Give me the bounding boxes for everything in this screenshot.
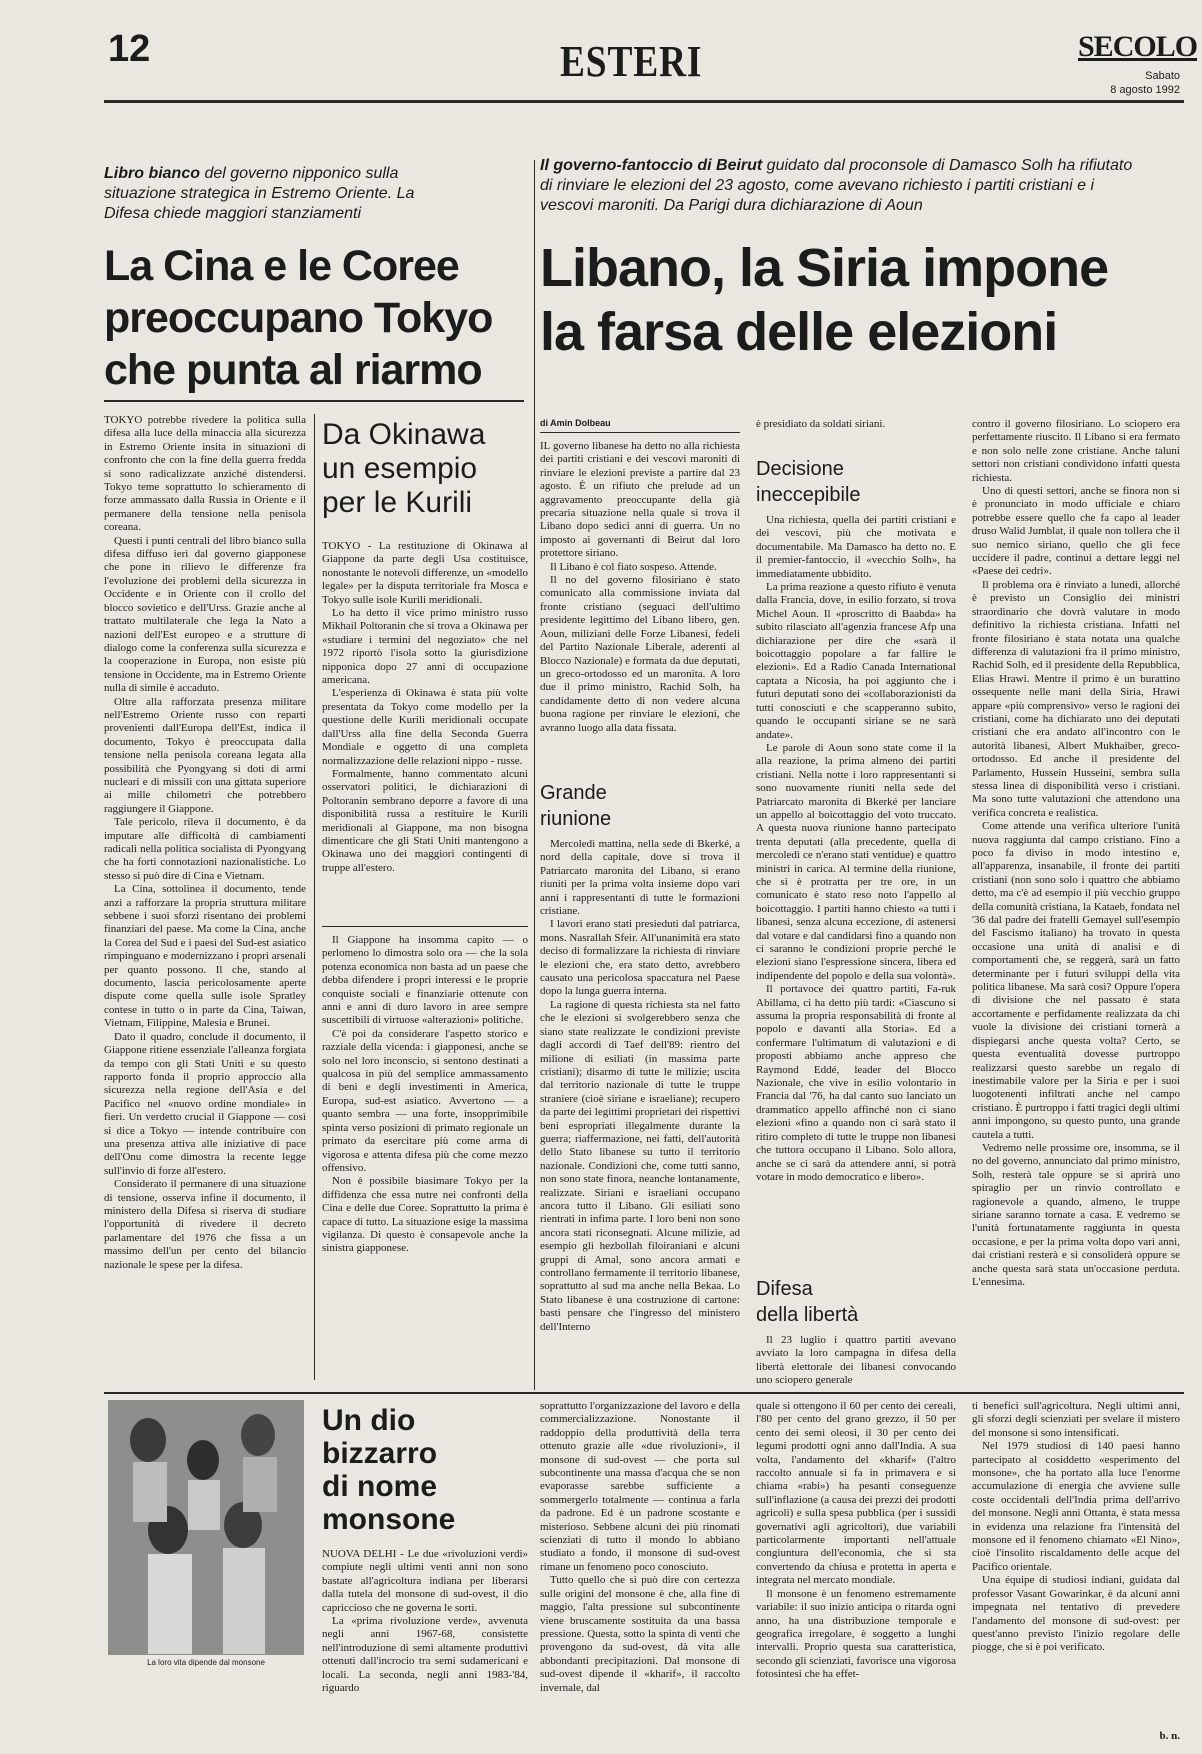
lebanon-paragraph: Il portavoce dei quattro partiti, Fa-ruk Abillama, ci ha detto più tardi: «Ciascuno si assuma la propria responsabilità di fronte al popolo e davanti alla Storia». Ed a confermare l'ultimatum di valutazioni e di proposti abbiamo anche appreso che Raymond Eddé, leader del Blocco Nazionale, che vive in esilio volontario in Francia dal '76, ha dal canto suo lanciato un drammatico appello affinché non ci siano elezioni «fino a quando non ci sarà stato il ritiro completo di tutte le truppe non libanesi che tuttora occupano il Libano. Solo allora, anche se ci sarà da attendere anni, si potrà votare in modo democratico e libero». <box>756 983 956 1183</box>
photo-children-illustration <box>108 1400 304 1655</box>
lebanon-byline-box <box>540 418 740 433</box>
lebanon-paragraph: Il Libano è col fiato sospeso. Attende. <box>550 560 717 573</box>
lebanon-paragraph: I lavori erano stati presieduti dal patriarca, mons. Nasrallah Sfeir. All'unanimità era stato deciso di formalizzare la richiesta di rinviare le elezioni che, era stato detto, avrebbero causato una pericolosa spaccatura nel Paese dopo la lunga guerra interna. <box>540 918 740 998</box>
lebanon-paragraph: Come attende una verifica ulteriore l'unità nuova raggiunta dal campo cristiano. Fino a poco fa diviso in modo intestino e, all'apparenza, insanabile, il fronte dei partiti cristiani (non sono solo i quattro che abbiamo detto, ma c'è ad esempio il più vecchio gruppo della comunità cristiana, la Kataeb, fondata nel '36 dal padre dei fratelli Gemayel sull'esempio del Fascismo italiano) ha trovato in questa occasione una unità di analisi e di comportamenti che, se reggerà, sarà un fatto determinante per i futuri sviluppi della vita politica libanese. Ma sarà così? Oppure l'opera di divisione che nel passato è stata accortamente e perfidamente realizzata da chi vuole la divisione dei cristiani tornerà a dispiegarsi anche questa volta? Certo, se questa eventualità dovesse purtroppo realizzarsi questo sarebbe un regalo di inestimabile valore per la Siria e per i suoi luogotenenti infiltrati anche nel campo cristiano. È purtroppo i fatti tragici degli ultimi anni impongono, su questo punto, una grande cautela a tutti. <box>972 820 1180 1141</box>
lebanon-paragraph: Mercoledì mattina, nella sede di Bkerké, a nord della capitale, dove si trova il Patriarcato maronita del Libano, si erano riuniti per la prima volta insieme dopo vari anni i rappresentanti di tutte le formazioni cristiane. <box>540 838 740 918</box>
okinawa-headline <box>322 418 532 520</box>
monsoon-col1 <box>540 1400 740 1744</box>
newspaper-logo: SECOLO <box>1078 30 1198 63</box>
section-title: ESTERI <box>560 37 703 86</box>
lebanon-headline <box>540 236 1180 364</box>
monsoon-headline-line: Un dio <box>322 1404 416 1437</box>
monsoon-paragraph: ti benefici sull'agricoltura. Negli ultimi anni, gli sforzi degli scienziati per svelare il mistero del monsone si sono intensificati. <box>972 1400 1180 1439</box>
japan-headline <box>104 240 524 396</box>
okinawa-paragraph: Lo ha detto il vice primo ministro russo Mikhail Poltoranin che si trova a Okinawa per «studiare i termini del negoziato» che nel 1972 riportò l'isola sotto la giurisdizione nipponica dopo 27 anni di occupazione americana. <box>322 607 528 687</box>
japan-paragraph: La Cina, sottolinea il documento, tende anzi a rafforzare la propria struttura militare sebbene i suoi sforzi risentano dei problemi finanziari del paese. Ma come la Cina, anche la Corea del Sud e i paesi del Sud-est asiatico rimpinguano e modernizzano i propri arsenali per quanto possono. Il che, stando al documento, lascia pericolosamente aperte dispute come quella sulle isole Spratley contese in tutto o in parte da Cina, Taiwan, Vietnam, Filippine, Malesia e Brunei. <box>104 883 306 1030</box>
subhead-line: Difesa <box>756 1278 813 1300</box>
lebanon-paragraph: IL governo libanese ha detto no alla richiesta dei partiti cristiani e dei vescovi maroniti di rinviare le elezioni previste a partire dal 23 agosto. È un rifiuto che prelude ad un aggravamento preoccupante della già precaria situazione nella quale si trova il Libano dopo sedici anni di guerra. Un no imposto ai governanti di Beirut dal loro protettore siriano. <box>540 440 740 560</box>
japan-cont-paragraph: Non è possibile biasimare Tokyo per la diffidenza che essa nutre nei confronti della Cina e delle due Coree. Soprattutto la prima è capace di tutto. La situazione esige la massima vigilanza. Di questo è consapevole anche la sinistra giapponese. <box>322 1175 528 1255</box>
japan-paragraph: Tale pericolo, rileva il documento, è da imputare alle difficoltà di cambiamenti radicali nella politica socialista di Pyongyang che ha forti connotazioni nazionalistiche. Lo stesso si può dire di Cina e Vietnam. <box>104 816 306 882</box>
okinawa-headline-line: un esempio <box>322 452 478 485</box>
lebanon-col2 <box>756 418 956 438</box>
subhead-line: ineccepibile <box>756 484 861 506</box>
okinawa-body <box>322 540 528 920</box>
okinawa-headline-line: Da Okinawa <box>322 418 486 451</box>
japan-paragraph: Considerato il permanere di una situazione di tensione, osserva infine il documento, il ministero della Difesa si riserva di studiare l'opportunità di rivedere il decreto parlamentare del 1976 che fissa a un massimo dell'un per cento del bilancio nazionale le spese per la difesa. <box>104 1178 306 1271</box>
subhead-line: della libertà <box>756 1304 859 1326</box>
issue-date: 8 agosto 1992 <box>1110 84 1180 96</box>
monsoon-signoff: b. n. <box>1159 1730 1180 1742</box>
lebanon-paragraph: contro il governo filosiriano. Lo sciopero era perfettamente riuscito. Il Libano si era fermato e non solo nelle zone cristiane. Anche taluni settori non cristiani condividono infatti questa richiesta. <box>972 418 1180 484</box>
japan-paragraph: Oltre alla rafforzata presenza militare nell'Estremo Oriente russo con reparti provenienti dall'Europa dell'Est, indica il documento, Tokyo è preoccupata dalla tensione nella penisola coreana legata alla possibilità che Pyongyang si doti di armi nucleari e di missili con una gittata superiore ai mille chilometri che potrebbero raggiungere il Giappone. <box>104 695 306 815</box>
lebanon-paragraph: Uno di questi settori, anche se finora non si è pronunciato in modo ufficiale e chiaro potrebbe essere quello che fa capo al leader druso Walid Jumblat, il quale non tollera che il suo nemico siriano, quello che gli fece uccidere il padre, continui a dettare leggi nel «Paese dei cedri». <box>972 485 1180 578</box>
monsoon-paragraph: Nel 1979 studiosi di 140 paesi hanno partecipato al cosiddetto «esperimento del monsone», che ha portato alla luce l'enorme accumulazione di energia che avviene sulle coste occidentali dell'India prima dell'arrivo del monsone. Negli anni Ottanta, è stata messa in evidenza una relazione fra l'intensità del monsone ed il fenomeno chiamato «El Nino», cioè l'insolito riscaldamento delle acque del Pacifico orientale. <box>972 1440 1180 1573</box>
page-number: 12 <box>108 28 151 70</box>
section-rule <box>104 1392 1184 1394</box>
lebanon-paragraph: Il no del governo filosiriano è stato comunicato alla commissione inviata dal fronte cristiano (seguaci dell'ultimo presidente legittimo del Libano libero, gen. Aoun, miliziani delle Forze Libanesi, fedeli del Partito Nazionale Liberale, aderenti al Blocco Nazionale) e formata da due deputati, un greco-ortodosso ed un maronita. A loro due il primo ministro, Rachid Solh, ha candidamente detto di non vedere alcuna buona ragione per rinviare le elezioni, che avranno luogo alla data fissata. <box>540 574 740 734</box>
subhead-line: Grande <box>540 782 607 804</box>
issue-weekday: Sabato <box>1145 70 1180 82</box>
subhead-line: riunione <box>540 808 612 830</box>
japan-headline-line: La Cina e le Coree <box>104 242 459 290</box>
lebanon-kicker-text: guidato dal proconsole di Damasco Solh ha rifiutato di rinviare le elezioni del 23 agosto, come avevano richiesto i partiti cristiani e i vescovi maroniti. Da Parigi dura dichiarazione di Aoun <box>540 157 1133 214</box>
japan-body-cont <box>322 934 528 1380</box>
lebanon-paragraph: Le parole di Aoun sono state come il la alla reazione, la prima almeno dei partiti cristiani. Nella notte i loro rappresentanti si sono nuovamente riuniti nella sede del Patriarcato maronita di Bkerké per lanciare un appello al boicottaggio del voto truccato. A questa nuova riunione hanno partecipato trenta deputati (alla precedente, quella di mercoledì ce n'erano stati ventidue) e quattro ministri in carica. Al termine della riunione, che si è protratta per tre ore, in un comunicato è stato reso noto l'appello al boicottaggio. I partiti hanno chiesto «a tutti i libanesi, senza alcuna eccezione, di astenersi dal votare e dal candidarsi fino a quando non ci saranno le condizioni proprie perché le elezioni siano l'espressione sincera, libera ed indipendente del popolo e della sua volontà». <box>756 741 956 982</box>
japan-headline-rule <box>104 400 524 402</box>
lebanon-col1 <box>540 440 740 774</box>
lebanon-kicker-bold: Il governo-fantoccio di Beirut <box>540 157 763 174</box>
monsoon-headline <box>322 1404 532 1536</box>
monsoon-paragraph: Una équipe di studiosi indiani, guidata dal professor Vasant Gowarinkar, è da alcuni anni impegnata nel tentativo di prevedere l'andamento del monsone di sud-ovest: per quest'anno previsto l'inizio regolare delle piogge, che si è poi verificato. <box>972 1574 1180 1654</box>
okinawa-paragraph: TOKYO - La restituzione di Okinawa al Giappone da parte degli Usa costituisce, nonostante le notevoli differenze, un «modello legale» per la disputa territoriale fra Mosca e Tokyo sulle isole Kurili meridionali. <box>322 540 528 606</box>
subhead-line: Decisione <box>756 458 844 480</box>
monsoon-headline-line: bizzarro <box>322 1437 438 1470</box>
okinawa-paragraph: Formalmente, hanno commentato alcuni osservatori politici, le dichiarazioni di Poltoranin sembrano deporre a favore di una disponibilità russa a restituire le Kurili meridionali al Giappone, ma non bisogna dimenticare che gli Stati Uniti mantengono a Okinawa uno dei maggiori contingenti di truppe all'estero. <box>322 767 528 874</box>
japan-paragraph: Dato il quadro, conclude il documento, il Giappone ritiene essenziale l'alleanza forgiata da tempo con gli Stati Uniti e su questo rapporto fonda il proprio approccio alla sicurezza nella regione dell'Asia e del Pacifico nel «nuovo ordine mondiale» in fieri. Un verdetto crucial il Giappone — così si dice a Tokyo — intende contribuire con una presenza attiva alle iniziative di pace dell'Onu come dimostra la recente legge sull'invio di forze all'estero. <box>104 1030 306 1177</box>
monsoon-photo <box>108 1400 304 1655</box>
japan-headline-line: preoccupano Tokyo <box>104 294 493 342</box>
monsoon-col2 <box>756 1400 956 1744</box>
lebanon-paragraph: La ragione di questa richiesta sta nel fatto che le elezioni si svolgerebbero senza che siano state realizzate le condizioni previste dagli accordi di Taef dell'89: rientro del milione di esiliati (in massima parte cristiani); disarmo di tutte le milizie; uscita dal territorio nazionale di tutte le truppe straniere (cioè siriane e israeliane); recupero da parte dei legittimi proprietari dei rispettivi beni espropriati illegalmente durante la guerra; riaffermazione, nei fatti, dell'autorità dello Stato libanese su tutto il territorio nazionale. Condizioni che, come tutti sanno, non sono state finora, neanche lontanamente, realizzate. Siriani e israeliani occupano ancora tutto il Libano. Gli esiliati sono rientrati in infima parte. I loro beni non sono ancora stati riconsegnati. Alcune milizie, ad esempio gli hezbollah filoiraniani e alcuni gruppi di Amal, sono ancora armati e controllano fermamente il territorio libanese, soprattutto al sud ma anche nella Bekaa. Lo Stato libanese è una costruzione di cartone: basti pensare che l'ingresso del ministero dell'Interno <box>540 998 740 1333</box>
subhead-grande <box>540 780 740 832</box>
okinawa-end-rule <box>322 926 528 927</box>
lebanon-paragraph: Vedremo nelle prossime ore, insomma, se il no del governo, annunciato dal primo ministro, Solh, resterà tale oppure se si aprirà uno spiraglio per un rinvio controllato e ragionevole a quando, almeno, le truppe siriane saranno tornate a casa. E vedremo se l'unità fortunatamente raggiunta in questa occasione, e per la prima volta dopo vari anni, dai cristiani resterà e si consoliderà oppure se anche questa sarà stata un'occasione perduta. L'ennesima. <box>972 1141 1180 1288</box>
lebanon-col1b <box>540 838 740 1380</box>
lebanon-col2c <box>756 1334 956 1387</box>
lebanon-kicker <box>540 156 1140 216</box>
lebanon-headline-line: la farsa delle elezioni <box>540 302 1058 362</box>
monsoon-paragraph: quale si ottengono il 60 per cento dei cereali, l'80 per cento del grano grezzo, il 50 per cento dei semi oleosi, il 30 per cento dei legumi prodotti ogni anno dall'India. A sua volta, l'andamento del «kharif» (l'altro raccolto annuale si fa in primavera e si chiama «rabi») ha pesanti conseguenze sull'inflazione (a causa dei prezzi dei prodotti agricoli) e sulla spesa pubblica (per i sussidi governativi agli agricoltori), due variabili particolarmente importanti nell'attuale congiuntura dell'economia, che si sta convertendo da chiusa e protetta in aperta e integrata nel mercato mondiale. <box>756 1400 956 1587</box>
subhead-decisione <box>756 456 956 508</box>
masthead-rule <box>104 100 1184 103</box>
lebanon-paragraph: La prima reazione a questo rifiuto è venuta dalla Francia, dove, in esilio forzato, si trova Michel Aoun. Il «proscritto di Baabda» ha subito rilasciato all'agenzia francese Afp una dichiarazione per dire che «sarà il boicottaggio popolare a far fallire le elezioni». Ed a Radio Canada International captata a Nicosia, ha poi aggiunto che i futuri deputati sono dei «collaborazionisti da tutti conosciuti e che scapperanno subito, quando le occupanti siriane se ne sarà andate». <box>756 581 956 741</box>
japan-paragraph: TOKYO potrebbe rivedere la politica sulla difesa alla luce della minaccia alla sicurezza in Estremo Oriente insita in situazioni di confronto che con la fine della guerra fredda si sono radicalizzate anziché distendersi. Tokyo teme soprattutto lo schieramento di forze ammassato dalla Russia in Oriente e il permanere della tensione nella penisola coreana. <box>104 414 306 534</box>
japan-kicker <box>104 164 444 224</box>
lebanon-col3 <box>972 418 1180 1380</box>
lebanon-paragraph: Una richiesta, quella dei partiti cristiani e dei vescovi, più che motivata e documentabile. Ma Damasco ha detto no. E il premier-fantoccio, il «vecchio Solh», ha immediatamente ubbidito. <box>756 514 956 580</box>
japan-headline-line: che punta al riarmo <box>104 346 482 394</box>
monsoon-paragraph: NUOVA DELHI - Le due «rivoluzioni verdi» compiute negli ultimi venti anni non sono bastate all'agricoltura indiana per liberarsi dalla tutela del monsone di sud-ovest, il dio capriccioso che ne governa le sorti. <box>322 1548 528 1614</box>
japan-body <box>104 414 306 1380</box>
japan-cont-paragraph: Il Giappone ha insomma capito — o perlomeno lo dimostra solo ora — che la sola potenza economica non basta ad un paese che debba difendere i propri interessi e le proprie conquiste sociali e finanziarie ottenute con anni e anni di duro lavoro in aree sempre suscettibili di virtuose «alterazioni» politiche. <box>322 934 528 1027</box>
monsoon-col0 <box>322 1548 528 1744</box>
lebanon-byline: di Amin Dolbeau <box>540 418 611 428</box>
japan-paragraph: Questi i punti centrali del libro bianco sulla difesa diffuso ieri dal governo giapponese che pone in rilievo le differenze fra l'evoluzione dei problemi della sicurezza in Occidente e in Oriente con il crollo del blocco sovietico e dell'Urss. Grazie anche al trattato multilaterale che lega la Nato a nazioni dell'Est europeo e a strutture di dialogo come la conferenza sulla sicurezza e la cooperazione in Europa, non esiste più tensione in Occidente, ma in Estremo Oriente nulla di simile è accaduto. <box>104 534 306 695</box>
lebanon-paragraph: Il problema ora è rinviato a lunedì, allorché è previsto un Consiglio dei ministri straordinario che dovrà valutare in modo definitivo la richiesta cristiana. Infatti nel fronte filosiriano è stata notata una qualche differenza di valutazioni fra il primo ministro, Rachid Solh, ed il presidente della Repubblica, Elias Hrawi. Mentre il primo è un burattino ossequente nelle mani della Siria, Hrawi appare «più comprensivo» verso le ragioni dei cristiani, come ha dichiarato uno dei deputati cristiani che era andato all'incontro con le autorità libanesi, Albert Mukhaiber, greco-ortodosso. Ed anche il presidente del Parlamento, Hussein Husseini, sembra sulla stessa linea di disponibilità verso i cristiani. Ma sono tutte valutazioni che attendono una verifica concreta e realistica. <box>972 578 1180 819</box>
lebanon-paragraph: è presidiato da soldati siriani. <box>756 418 886 430</box>
okinawa-headline-line: per le Kurili <box>322 486 473 519</box>
japan-cont-paragraph: C'è poi da considerare l'aspetto storico e razziale della vicenda: i giapponesi, anche se solo nel loro inconscio, si sentono destinati a qualcosa in più del semplice ammassamento di beni e degli investimenti in America, Europa, sud-est asiatico. Avvertono — a quanto sembra — una forte, insopprimibile spinta verso posizioni di primato regionale un primato da esercitare più come arma di vigorosa e attenta difesa più che come mezzo offensivo. <box>322 1027 528 1174</box>
monsoon-headline-line: monsone <box>322 1503 456 1536</box>
monsoon-col3 <box>972 1400 1180 1730</box>
japan-kicker-bold: Libro bianco <box>104 165 200 182</box>
lebanon-paragraph: Il 23 luglio i quattro partiti avevano avviato la loro campagna in difesa della libertà elettorale dei libanesi convocando uno sciopero generale <box>756 1334 956 1387</box>
monsoon-paragraph: soprattutto l'organizzazione del lavoro e della commercializzazione. Nonostante il raddoppio della produttività della terra ottenuto grazie alle «due rivoluzioni», il monsone di sud-ovest — che porta sul subcontinente una massa d'acqua che se non evaporasse sarebbe sufficiente a sommergerlo totalmente — continua a farla da padrone. Ed è un padrone scostante e misterioso. Sebbene alcuni dei più rinomati scienziati di tutto il mondo lo abbiano studiato a fondo, il monsone di sud-ovest rimane un fenomeno poco conosciuto. <box>540 1400 741 1573</box>
monsoon-headline-line: di nome <box>322 1470 438 1503</box>
monsoon-paragraph: Tutto quello che si può dire con certezza sulle origini del monsone è che, alla fine di maggio, l'alta pressione sul subcontinente viene bruscamente sostituita da una bassa pressione. Questa, sotto la spinta di venti che provengono da sud-ovest, dà vita alle abbondanti precipitazioni. Dal monsone di sud-ovest dipende il «kharif», il raccolto invernale, dal <box>540 1574 740 1694</box>
okinawa-paragraph: L'esperienza di Okinawa è stata più volte presentata da Tokyo come modello per la questione delle Kurili meridionali occupate dall'Urss alla fine della Seconda Guerra Mondiale e oggetto di una completa normalizzazione delle relazioni nippo - russe. <box>322 687 528 767</box>
column-divider <box>534 160 535 1390</box>
subhead-difesa <box>756 1276 956 1328</box>
photo-caption: La loro vita dipende dal monsone <box>147 1658 265 1667</box>
japan-col-divider <box>314 414 315 1380</box>
lebanon-headline-line: Libano, la Siria impone <box>540 238 1109 298</box>
monsoon-paragraph: Il monsone è un fenomeno estremamente variabile: il suo inizio anticipa o ritarda ogni anno, ha una distribuzione temporale e geografica irregolare, è soggetto a lunghi intervalli. Proprio questa sua caratteristica, secondo gli scienziati, favorisce una vigorosa fotosintesi che ha effet- <box>756 1587 956 1681</box>
lebanon-col2b <box>756 514 956 1226</box>
japan-kicker-text: del governo nipponico sulla situazione strategica in Estremo Oriente. La Difesa chiede maggiori stanziamenti <box>104 165 415 222</box>
monsoon-paragraph: La «prima rivoluzione verde», avvenuta negli anni 1967-68, consistette nell'introduzione di semi altamente produttivi ottenuti dall'incrocio tra semi sudamericani e locali. La seconda, negli anni 1983-'84, riguardo <box>322 1615 528 1695</box>
